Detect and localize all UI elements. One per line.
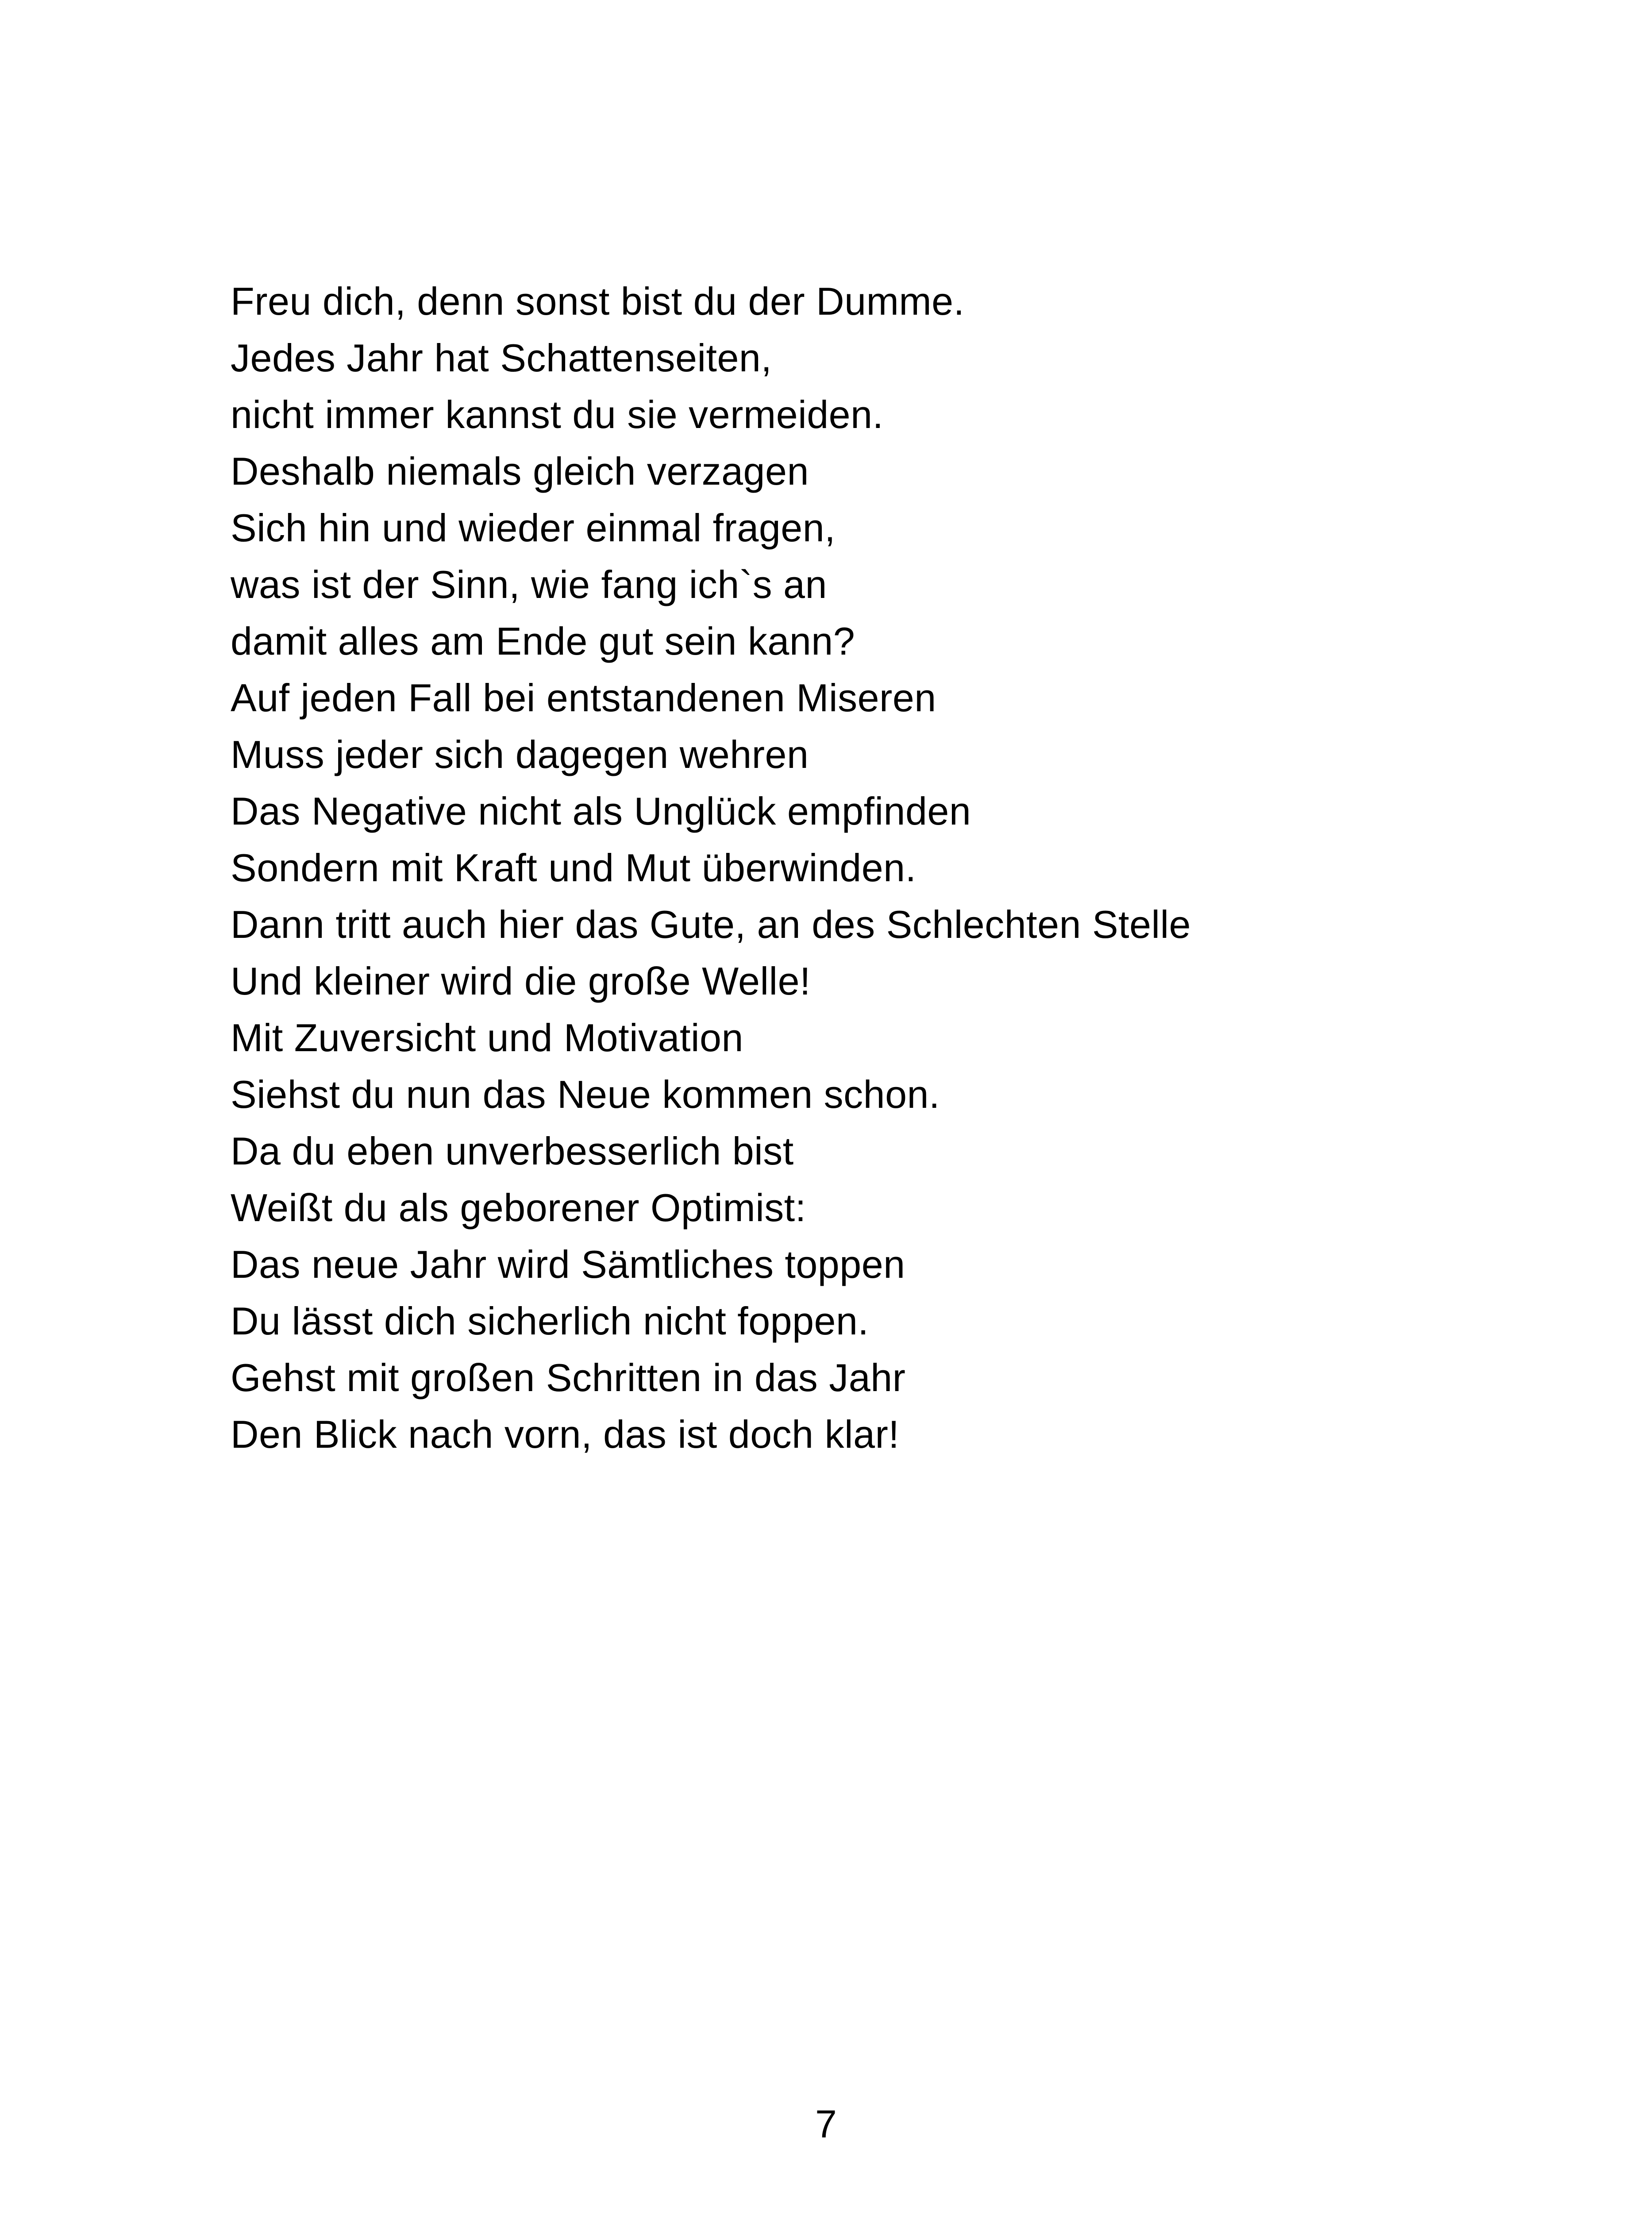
poem-line: Den Blick nach vorn, das ist doch klar! <box>231 1412 900 1456</box>
page-number: 7 <box>815 2102 837 2146</box>
poem-line: Sich hin und wieder einmal fragen, <box>231 506 836 550</box>
poem-line: Das Negative nicht als Unglück empfinden <box>231 789 971 833</box>
poem-line: Mit Zuversicht und Motivation <box>231 1016 743 1060</box>
poem-line: Das neue Jahr wird Sämtliches toppen <box>231 1242 905 1286</box>
poem-line: Jedes Jahr hat Schattenseiten, <box>231 336 772 380</box>
poem-line: Deshalb niemals gleich verzagen <box>231 449 809 493</box>
poem-line: Muss jeder sich dagegen wehren <box>231 733 809 776</box>
poem-line: Auf jeden Fall bei entstandenen Miseren <box>231 676 936 720</box>
poem-line: Freu dich, denn sonst bist du der Dumme. <box>231 279 965 323</box>
poem-line: Dann tritt auch hier das Gute, an des Schlechten Stelle <box>231 902 1191 946</box>
poem-line: nicht immer kannst du sie vermeiden. <box>231 393 884 436</box>
poem-line: Sondern mit Kraft und Mut überwinden. <box>231 846 916 890</box>
poem-line: Und kleiner wird die große Welle! <box>231 959 811 1003</box>
poem-line: Da du eben unverbesserlich bist <box>231 1129 794 1173</box>
poem-line: Siehst du nun das Neue kommen schon. <box>231 1072 940 1116</box>
poem-line: Gehst mit großen Schritten in das Jahr <box>231 1356 906 1400</box>
poem-line: Du lässt dich sicherlich nicht foppen. <box>231 1299 869 1343</box>
poem-line: damit alles am Ende gut sein kann? <box>231 619 855 663</box>
poem-text <box>231 273 1191 1463</box>
poem-line: Weißt du als geborener Optimist: <box>231 1186 806 1230</box>
poem-line: was ist der Sinn, wie fang ich`s an <box>231 563 827 606</box>
